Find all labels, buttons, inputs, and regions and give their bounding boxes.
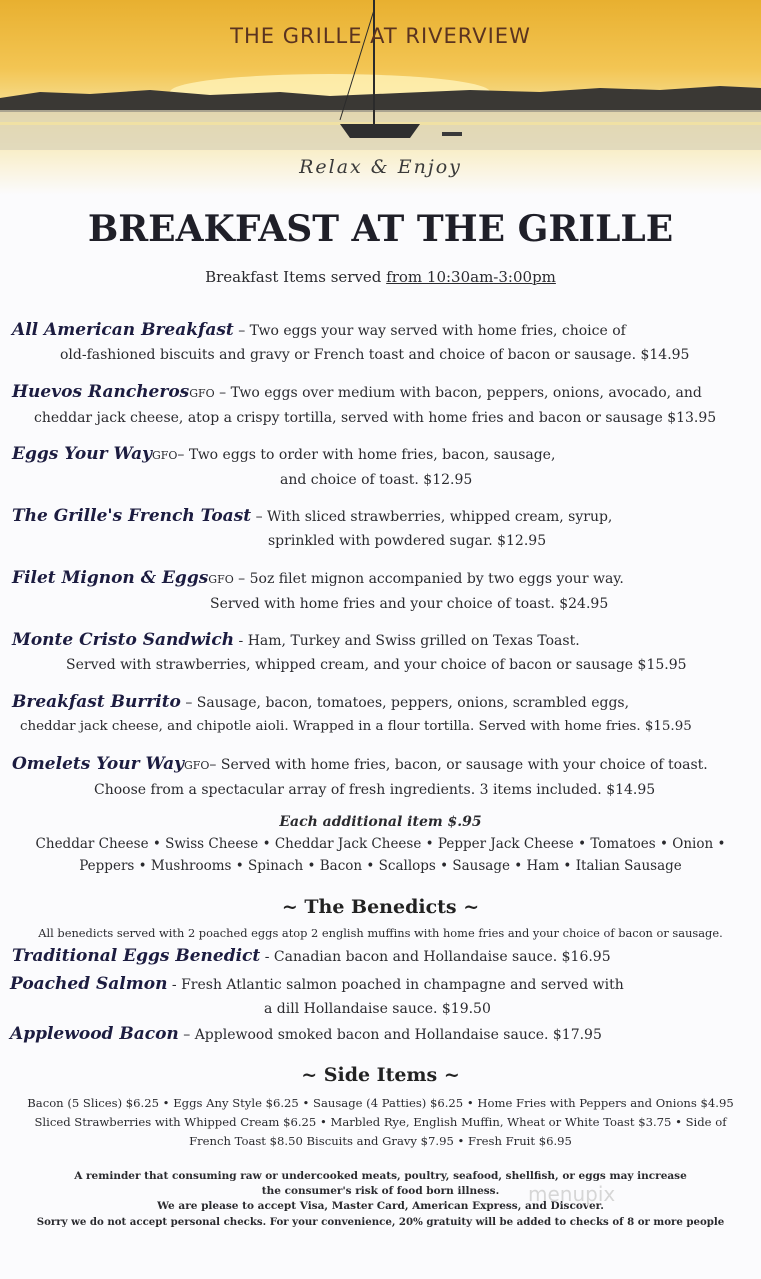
footer-line-2: the consumer's risk of food born illness. — [261, 1185, 500, 1197]
item-name: All American Breakfast — [12, 320, 234, 340]
item-desc: - Ham, Turkey and Swiss grilled on Texas Toast. — [234, 633, 580, 649]
gfo-badge: GFO — [151, 449, 178, 462]
sides-line-2: Sliced Strawberries with Whipped Cream $6.25 • Marbled Rye, English Muffin, Wheat or White Toast $3.75 • Side of — [34, 1115, 727, 1129]
addons-line-2: Peppers • Mushrooms • Spinach • Bacon • Scallops • Sausage • Ham • Italian Sausage — [79, 858, 682, 874]
sides-line-3: French Toast $8.50 Biscuits and Gravy $7.95 • Fresh Fruit $6.95 — [189, 1134, 572, 1148]
benedict-item — [10, 972, 750, 1021]
footer-line-4: Sorry we do not accept personal checks. For your convenience, 20% gratuity will be added to checks of 8 or more people — [36, 1216, 725, 1228]
benedict-item — [12, 944, 752, 969]
menu-item — [12, 504, 752, 553]
item-desc-2: and choice of toast. $12.95 — [280, 472, 473, 488]
restaurant-name: THE GRILLE AT RIVERVIEW — [230, 24, 531, 48]
item-desc: – Two eggs your way served with home fries, choice of — [233, 323, 626, 339]
gfo-badge: GFO — [183, 759, 210, 772]
hours-prefix: Breakfast Items served — [205, 268, 387, 286]
menu-item — [12, 442, 752, 492]
item-desc-2: cheddar jack cheese, and chipotle aioli. Wrapped in a flour tortilla. Served with home fries. $15.95 — [20, 719, 692, 734]
menu-item — [12, 628, 752, 677]
benedicts-heading: ~ The Benedicts ~ — [281, 896, 480, 918]
menu-item — [12, 752, 752, 802]
sides-heading: ~ Side Items ~ — [301, 1064, 460, 1086]
addons-heading: Each additional item $.95 — [279, 814, 482, 830]
benedict-item — [10, 1022, 750, 1047]
item-desc: – 5oz filet mignon accompanied by two eggs your way. — [233, 571, 624, 587]
sides-line-1: Bacon (5 Slices) $6.25 • Eggs Any Style $6.25 • Sausage (4 Patties) $6.25 • Home Fries with Peppers and Onions $4.95 — [27, 1096, 734, 1110]
item-desc-2: old-fashioned biscuits and gravy or French toast and choice of bacon or sausage. $14.95 — [60, 347, 690, 363]
item-name: Eggs Your Way — [12, 444, 152, 464]
hours-line — [0, 268, 761, 286]
gfo-badge: GFO — [208, 573, 234, 586]
item-name: Huevos Rancheros — [12, 382, 190, 402]
hours-time: from 10:30am-3:00pm — [386, 268, 556, 286]
item-name: The Grille's French Toast — [12, 506, 252, 526]
item-desc: – Two eggs over medium with bacon, peppers, onions, avocado, and — [214, 385, 702, 401]
addons-line-1: Cheddar Cheese • Swiss Cheese • Cheddar Jack Cheese • Pepper Jack Cheese • Tomatoes • Onion • — [35, 836, 726, 852]
item-desc: – Applewood smoked bacon and Hollandaise sauce. $17.95 — [178, 1027, 602, 1043]
item-desc: - Canadian bacon and Hollandaise sauce. $16.95 — [260, 949, 611, 965]
item-name: Monte Cristo Sandwich — [12, 630, 235, 650]
item-desc-2: sprinkled with powdered sugar. $12.95 — [268, 533, 547, 549]
menu-item — [12, 318, 752, 367]
item-name: Applewood Bacon — [10, 1024, 179, 1044]
item-desc: - Fresh Atlantic salmon poached in champagne and served with — [167, 977, 624, 993]
tagline: Relax & Enjoy — [299, 156, 462, 178]
item-desc: – With sliced strawberries, whipped cream, syrup, — [251, 509, 613, 525]
benedicts-note: All benedicts served with 2 poached eggs atop 2 english muffins with home fries and your choice of bacon or sausage. — [38, 926, 723, 940]
page-title: BREAKFAST AT THE GRILLE — [87, 208, 674, 250]
item-name: Poached Salmon — [10, 974, 168, 994]
item-desc: – Two eggs to order with home fries, bacon, sausage, — [177, 447, 556, 463]
item-name: Breakfast Burrito — [12, 692, 181, 712]
item-desc-2: a dill Hollandaise sauce. $19.50 — [264, 1001, 491, 1017]
item-desc-2: cheddar jack cheese, atop a crispy tortilla, served with home fries and bacon or sausage $13.95 — [34, 410, 717, 426]
footer-line-3: We are please to accept Visa, Master Card, American Express, and Discover. — [157, 1200, 604, 1212]
item-desc-2: Choose from a spectacular array of fresh ingredients. 3 items included. $14.95 — [94, 782, 656, 798]
item-name: Filet Mignon & Eggs — [12, 568, 209, 588]
watermark: menupix — [528, 1182, 616, 1206]
gfo-badge: GFO — [189, 387, 215, 400]
menu-item — [12, 690, 752, 739]
item-desc-2: Served with strawberries, whipped cream, and your choice of bacon or sausage $15.95 — [66, 657, 687, 673]
item-desc-2: Served with home fries and your choice of toast. $24.95 — [210, 596, 609, 612]
footer-line-1: A reminder that consuming raw or undercooked meats, poultry, seafood, shellfish, or eggs may increase — [74, 1170, 687, 1182]
menu-item — [12, 566, 752, 616]
item-name: Traditional Eggs Benedict — [12, 946, 261, 966]
item-desc: – Sausage, bacon, tomatoes, peppers, onions, scrambled eggs, — [180, 695, 630, 711]
item-name: Omelets Your Way — [12, 754, 184, 774]
item-desc: – Served with home fries, bacon, or sausage with your choice of toast. — [209, 757, 708, 773]
menu-item — [12, 380, 752, 430]
